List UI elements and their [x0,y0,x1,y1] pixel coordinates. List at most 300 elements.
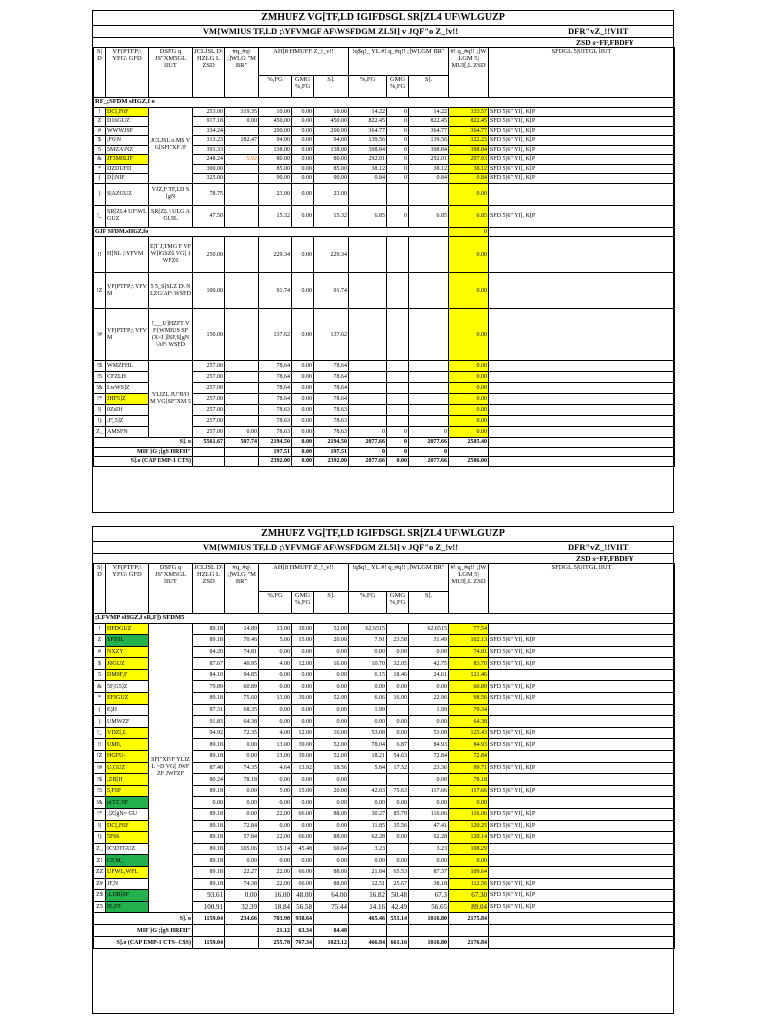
subheader-e: GMG %,FG [387,592,409,614]
row-number: !_ [94,205,106,227]
subheader-e: GMG %,FG [387,76,409,98]
value-cell: 1023.12 [314,937,349,949]
status-text [489,913,675,925]
value-cell: 22.00 [259,878,292,890]
row-label: S]. o [94,913,193,925]
value-cell: 0.00 [409,855,449,867]
value-cell: 0.00 [259,716,292,728]
status-text [489,394,675,405]
table-row [94,205,675,227]
value-cell: 5.92 [225,155,259,165]
value-cell: 0.00 [314,716,349,728]
value-cell: 11.85 [349,820,387,832]
row-number: 5 [94,669,106,681]
value-cell: 0.00 [292,183,314,205]
value-cell: 18.84 [259,901,292,913]
value-cell: 5.84 [349,762,387,774]
value-cell: 0.00 [292,237,314,273]
value-cell: 53.08 [409,727,449,739]
value-cell: 364.77 [349,126,387,136]
value-cell: 14.16 [349,901,387,913]
value-cell: 120.25 [449,820,489,832]
value-cell [409,405,449,416]
institution-name: WWWJSF [106,126,149,136]
value-cell: 0.00 [259,820,292,832]
value-cell: 109.64 [449,866,489,878]
value-cell [225,183,259,205]
grand-total-row [94,937,675,949]
value-cell: 62.6515 [349,623,387,635]
value-cell: 661.16 [387,937,409,949]
row-number: Z$ [94,890,106,902]
institution-name: CFZLH [106,372,149,383]
work-description: E|T J,TMG F VFW]lGSZ6 VG[ JWFZ6 [149,237,193,273]
value-cell: 1.99 [349,704,387,716]
value-cell: 0.00 [292,405,314,416]
table-row [94,237,675,273]
value-cell: 42.49 [387,901,409,913]
value-cell: 42.03 [349,785,387,797]
value-cell: 20.00 [314,785,349,797]
institution-name: JHF5]Z [106,394,149,405]
institution-name: IC\DTGUZ [106,843,149,855]
value-cell: 87.40 [193,762,225,774]
institution-name: p(TZ,'0F [106,797,149,809]
value-cell: 78.64 [259,361,292,372]
row-number: !$ [94,361,106,372]
value-cell: 364.77 [409,126,449,136]
value-cell: 64.00 [314,890,349,902]
value-cell [225,394,259,405]
value-cell: 364.77 [449,126,489,136]
institution-name: H]NL ;\YFVM [106,237,149,273]
value-cell: 13.00 [259,693,292,705]
institution-name: 5MZA\NZ [106,145,149,155]
institution-name: LwWS]Z [106,383,149,394]
value-cell: 0 [387,447,409,457]
value-cell: 72.84 [449,751,489,763]
value-cell: 87.37 [409,866,449,878]
status-text [489,866,675,878]
value-cell: 234.66 [225,913,259,925]
value-cell: 99.71 [449,762,489,774]
value-cell: 89.18 [193,809,225,821]
work-description: !___U]HZFT VF{WMIUS SF(X<I ]lSF,S[gN \AF\ WSFD [149,309,193,361]
value-cell: 89.18 [193,878,225,890]
value-cell [387,183,409,205]
value-cell: 0.00 [449,797,489,809]
status-text: SFD 5)6" YI[, K[P [489,901,675,913]
value-cell: 56.58 [292,901,314,913]
value-cell: 0.00 [449,309,489,361]
row-number: !! [94,739,106,751]
value-cell: 10.00 [314,107,349,117]
value-cell [387,309,409,361]
value-cell [225,447,259,457]
value-cell: 89.18 [193,739,225,751]
value-cell: 18.46 [387,669,409,681]
value-cell: 84.20 [193,646,225,658]
status-text [489,309,675,361]
value-cell: 22.96 [409,693,449,705]
value-cell: 0 [409,447,449,457]
value-cell: 14.89 [225,623,259,635]
value-cell: 88.00 [314,866,349,878]
value-cell: 116.06 [449,809,489,821]
value-cell: 57.84 [225,832,259,844]
value-cell: 16.00 [259,890,292,902]
value-cell: 703.98 [259,913,292,925]
status-text: SFD 5)6" YI[, K[P [489,126,675,136]
value-cell [349,416,387,427]
value-cell: 12.51 [349,878,387,890]
value-cell: 22.27 [225,866,259,878]
value-cell: 1016.80 [409,937,449,949]
institution-name: UFWL,WFL [106,866,149,878]
status-text: SFD 5)6" YI[, K[P [489,785,675,797]
value-cell: 60.64 [314,843,349,855]
row-number: ( [94,704,106,716]
value-cell: 0.00 [409,774,449,786]
value-cell: 391.33 [193,145,225,155]
institution-name: IE,F0 [106,901,149,913]
value-cell: 52.00 [314,623,349,635]
status-text: SFD 5)6" YI[, K[P [489,658,675,670]
value-cell: 38.12 [449,164,489,174]
value-cell: 74.81 [225,646,259,658]
value-cell [349,273,387,309]
value-cell: 0 [387,155,409,165]
row-number: ) [94,183,106,205]
institution-name: EFIGUZ [106,693,149,705]
status-text [489,751,675,763]
table-row [94,623,675,635]
row-number: !! [94,237,106,273]
value-cell: 0.84 [449,174,489,184]
value-cell: 3.23 [409,843,449,855]
value-cell [387,273,409,309]
row-number: !) [94,416,106,427]
value-cell [409,273,449,309]
value-cell: 32.05 [387,658,409,670]
value-cell: 84.10 [193,669,225,681]
header-work: DSFG q JS"XM5GL lIUT [149,48,193,98]
value-cell [225,361,259,372]
value-cell: 13.92 [292,762,314,774]
subtitle-ref: DFR"vZ_!!VIIT [568,542,629,552]
value-cell [225,383,259,394]
value-cell: 6.87 [387,739,409,751]
value-cell: 0.00 [387,832,409,844]
value-cell: 0.00 [225,739,259,751]
institution-name: ;F¦,5]Z [106,416,149,427]
institution-name: AMSFN [106,427,149,438]
value-cell: 4.64 [259,762,292,774]
status-text: SFD 5)6" YI[, K[P [489,164,675,174]
value-cell [349,361,387,372]
value-cell: 255.78 [259,937,292,949]
amount-unit-note: ZSD s~FF,FBDF¥ [576,554,633,563]
status-text [489,855,675,867]
value-cell: 74.38 [225,878,259,890]
value-cell: 0.00 [259,855,292,867]
subheader-f: S]. [409,592,449,614]
row-number: Z_ [94,427,106,438]
value-cell: 822.45 [349,117,387,127]
row-number: ! [94,107,106,117]
value-cell: 822.45 [409,117,449,127]
value-cell: 0.00 [314,646,349,658]
institution-name: HFDGUZ [106,623,149,635]
sheet-subtitle [93,542,673,554]
value-cell [349,405,387,416]
row-number: # [94,646,106,658]
header-name: VF(PTFP;\ YFG\ GFD [106,48,149,98]
institution-name: JF,N [106,878,149,890]
value-cell: 80.00 [314,155,349,165]
row-number: ! [94,623,106,635]
value-cell: 89.18 [193,635,225,647]
value-cell: 0.00 [292,797,314,809]
value-cell: 150.00 [193,309,225,361]
value-cell: 13.00 [259,623,292,635]
value-cell: 0.00 [409,681,449,693]
value-cell: 89.04 [449,901,489,913]
header-exp: !q$q!_ YL #! q_#q!! ;]WLGM BR" [349,48,449,76]
status-text [489,361,675,372]
value-cell: 66.00 [292,809,314,821]
value-cell: 66.00 [292,878,314,890]
institution-name: ;F6\N [106,136,149,146]
value-cell: 0.00 [387,727,409,739]
value-cell: 16.82 [349,890,387,902]
value-cell [449,925,489,937]
value-cell: 0.00 [449,855,489,867]
value-cell: 0.00 [292,457,314,467]
value-cell: 62.28 [349,832,387,844]
value-cell: 3.23 [349,843,387,855]
value-cell: 2077.66 [349,438,387,448]
value-cell: 1159.04 [193,913,225,925]
value-cell: 48.00 [292,890,314,902]
value-cell: 822.45 [449,117,489,127]
value-cell: 60.89 [225,681,259,693]
row-number: !# [94,762,106,774]
value-cell [349,183,387,205]
subheader-d: %,FG [349,592,387,614]
value-cell: 0.00 [292,394,314,405]
row-number: !* [94,809,106,821]
value-cell: 0.00 [225,797,259,809]
status-text: SFD 5)6" YI[, K[P [489,145,675,155]
value-cell: 63.34 [292,925,314,937]
value-cell: 16.00 [314,658,349,670]
header-grant: AH[8 HMUFF Z_!_v!! [259,48,349,76]
row-number: !) [94,832,106,844]
subheader-d: %,FG [349,76,387,98]
value-cell: 89.18 [193,843,225,855]
value-cell: 10.70 [349,658,387,670]
value-cell: 0.00 [314,820,349,832]
value-cell: 78.64 [259,394,292,405]
institution-name: U,GUZ [106,762,149,774]
value-cell: 0.00 [349,855,387,867]
value-cell [409,925,449,937]
value-cell: 200.00 [259,126,292,136]
value-cell: 70.34 [449,704,489,716]
value-cell: 257.00 [193,383,225,394]
value-cell: 84.93 [449,739,489,751]
subtitle-ref: DFR"vZ_!!VIIT [568,26,629,36]
value-cell: 0.00 [292,136,314,146]
institution-name: HGFU- [106,751,149,763]
value-cell: 0.00 [292,383,314,394]
header-status: SFDGL 5|UITGL lIUT [489,48,675,98]
value-cell: 0 [387,107,409,117]
value-cell: 91.83 [193,716,225,728]
value-cell: 0.00 [292,117,314,127]
status-text [489,447,675,457]
value-cell [387,774,409,786]
row-number: !Z [94,751,106,763]
value-cell: 0 [387,438,409,448]
value-cell: 39.00 [292,739,314,751]
header-sn: S| D [94,48,106,98]
row-number: Z# [94,878,106,890]
value-cell: 0.00 [292,309,314,361]
value-cell: 78.64 [314,361,349,372]
value-cell: 0 [349,427,387,438]
value-cell: 1016.80 [409,913,449,925]
value-cell: 66.00 [292,832,314,844]
value-cell: 89.18 [193,623,225,635]
value-cell: 0.00 [449,237,489,273]
value-cell [387,394,409,405]
work-description: JCLJSL o.MS VG[SFI"XF /F [149,107,193,183]
value-cell: 15.14 [259,843,292,855]
institution-name: VDZ[,L [106,727,149,739]
value-cell: 15.00 [292,785,314,797]
value-cell: 56.65 [409,901,449,913]
institution-name: 0ZsDf [106,405,149,416]
value-cell: 32.39 [225,901,259,913]
section-label: RF_;SFDM sHGZ,f o [94,98,675,108]
institution-name: DC[,F6F [106,820,149,832]
section-label: GJF SFDM.sHGZ,fo [94,227,449,237]
value-cell: 0.00 [314,669,349,681]
amount-unit-note: ZSD s~FF,FBDF¥ [576,38,633,47]
value-cell [225,273,259,309]
value-cell: 0.00 [292,174,314,184]
value-cell: 0.00 [292,438,314,448]
value-cell [409,383,449,394]
report-sheet-2 [92,526,674,1014]
value-cell: 117.66 [449,785,489,797]
table-row [94,183,675,205]
value-cell: 0.00 [292,855,314,867]
value-cell: 248.24 [193,155,225,165]
institution-name: D]\NIF [106,174,149,184]
value-cell: 0.00 [292,126,314,136]
status-text: SFD 5)6" YI[, K[P [489,205,675,227]
institution-name: 5,F6F [106,785,149,797]
row-number: !* [94,394,106,405]
value-cell: 0.00 [225,117,259,127]
value-cell: 23.58 [387,635,409,647]
value-cell: 78.63 [314,405,349,416]
value-cell: 80.24 [193,774,225,786]
value-cell: 1159.04 [193,937,225,949]
value-cell: 87.31 [193,704,225,716]
institution-name: WMZFHL [106,361,149,372]
institution-name: DC[,F6F [106,107,149,117]
total-row [94,438,675,448]
header-total-exp: #! q_#q!! ;]W LGM 5| MUI[,L ZSD [449,564,489,614]
value-cell: 65.53 [387,866,409,878]
value-cell: 507.74 [225,438,259,448]
value-cell: 6.06 [349,693,387,705]
value-cell [387,237,409,273]
value-cell: 16.00 [314,727,349,739]
value-cell: 2077.66 [409,457,449,467]
value-cell [409,183,449,205]
value-cell: 121.46 [449,669,489,681]
table-row [94,309,675,361]
row-number: # [94,126,106,136]
value-cell: 89.18 [193,785,225,797]
value-cell: 78.18 [449,774,489,786]
value-cell: 23.00 [314,183,349,205]
value-cell: 0.00 [292,107,314,117]
value-cell: 38.12 [409,164,449,174]
value-cell [409,309,449,361]
status-text: SFD 5)6" YI[, K[P [489,681,675,693]
value-cell: 0.00 [292,704,314,716]
value-cell: 0.00 [292,361,314,372]
value-cell: 292.01 [349,155,387,165]
value-cell [449,447,489,457]
value-cell: 0.00 [449,372,489,383]
value-cell [387,405,409,416]
value-cell: 0 [387,427,409,438]
status-text: SFD 5)6" YI[, K[P [489,136,675,146]
header-grant: AH[8 HMUFF Z_!_v!! [259,564,349,592]
value-cell: 45.48 [292,843,314,855]
value-cell: 398.84 [449,145,489,155]
status-text: SFD 5)6" YI[, K[P [489,762,675,774]
value-cell: 14.22 [409,107,449,117]
remaining-row [94,925,675,937]
row-label: S]. o [94,438,193,448]
institution-name: CF,M_ [106,855,149,867]
value-cell [349,237,387,273]
value-cell: 50.48 [387,890,409,902]
value-cell: 0.00 [387,716,409,728]
value-cell: 0.00 [449,427,489,438]
value-cell: 767.34 [292,937,314,949]
value-cell [387,843,409,855]
value-cell: 257.00 [193,427,225,438]
value-cell: 89.18 [193,751,225,763]
work-description: VJZ,F TF,LD S[gN [149,183,193,205]
value-cell: 84.48 [314,925,349,937]
value-cell: 23.36 [409,762,449,774]
value-cell: 0.00 [449,394,489,405]
value-cell [349,774,387,786]
value-cell: 257.00 [193,372,225,383]
row-label: MIF }G ;[gS HRFH" [94,447,193,457]
value-cell: 300.00 [193,164,225,174]
